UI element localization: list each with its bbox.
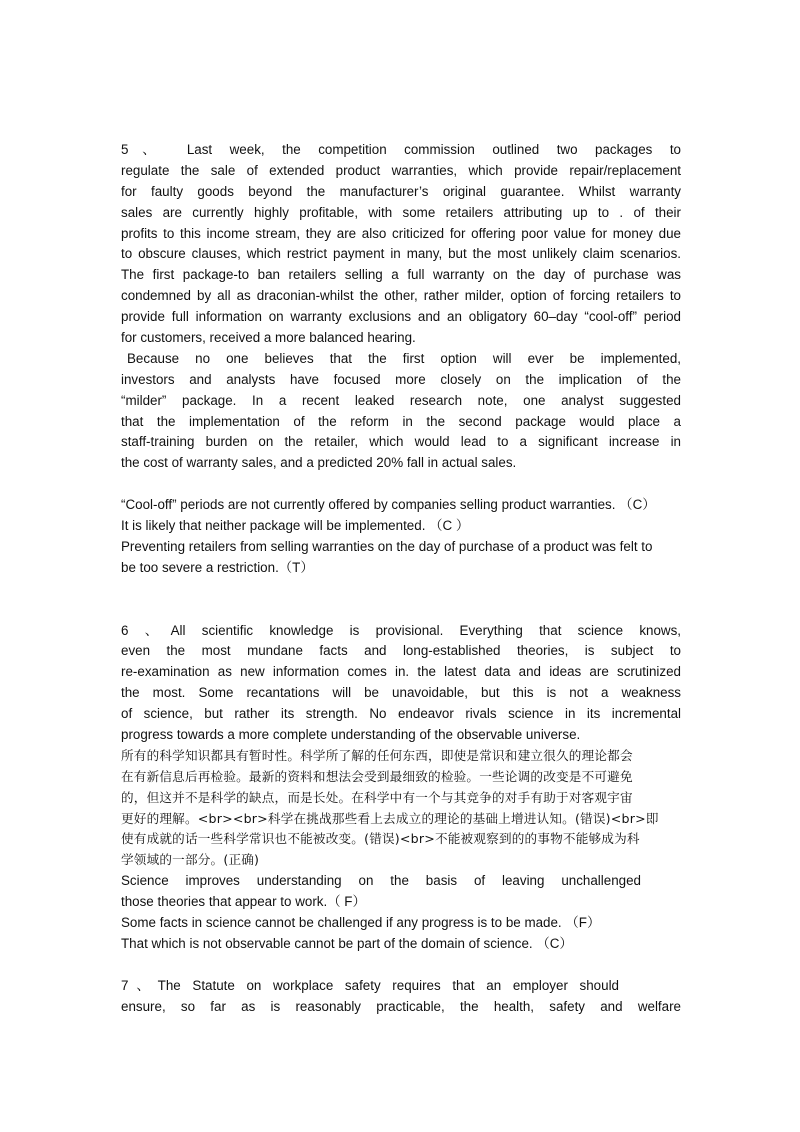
- answer-statement: those theories that appear to work.（ F）: [121, 894, 366, 910]
- question-6-passage: [121, 621, 681, 746]
- passage-line: for faulty goods beyond the manufacturer’s original guarantee. Whilst warranty: [121, 183, 681, 199]
- spacer: [121, 579, 681, 621]
- answer-statement: “Cool-off” periods are not currently offered by companies selling product warranties. （C）: [121, 497, 656, 513]
- passage-line: of science, but rather its strength. No endeavor rivals science in its incremental: [121, 706, 681, 722]
- answer-statement: Science improves understanding on the basis of leaving unchallenged: [121, 873, 641, 889]
- answer-statement: It is likely that neither package will be implemented. （C ）: [121, 518, 470, 534]
- passage-line: “milder” package. In a recent leaked research note, one analyst suggested: [121, 392, 681, 408]
- passage-line: to obscure clauses, which restrict payment in many, but the most unlikely claim scenarios.: [121, 246, 681, 262]
- answer-statement: be too severe a restriction.（T）: [121, 559, 314, 575]
- passage-line: condemned by all as draconian-whilst the other, rather milder, option of forcing retailers to: [121, 288, 681, 304]
- answer-statement: Some facts in science cannot be challenged if any progress is to be made. （F）: [121, 914, 601, 930]
- passage-line: progress towards a more complete understanding of the observable universe.: [121, 726, 581, 742]
- passage-line: The first package-to ban retailers selling a full warranty on the day of purchase was: [121, 267, 681, 283]
- question-5-answers: [121, 495, 681, 579]
- passage-line: even the most mundane facts and long-established theories, is subject to: [121, 643, 681, 659]
- question-6-answers: [121, 871, 681, 955]
- spacer: [121, 474, 681, 495]
- document-body: [121, 140, 681, 1017]
- passage-line: profits to this income stream, they are also criticized for offering poor value for money due: [121, 225, 681, 241]
- translation-line: 学领域的一部分。(正确): [121, 852, 260, 868]
- passage-line: regulate the sale of extended product warranties, which provide repair/replacement: [121, 162, 681, 178]
- question-7-passage: [121, 976, 681, 1018]
- passage-line: Because no one believes that the first option will ever be implemented,: [127, 350, 681, 366]
- answer-statement: Preventing retailers from selling warranties on the day of purchase of a product was felt to: [121, 538, 653, 554]
- passage-line: the cost of warranty sales, and a predicted 20% fall in actual sales.: [121, 455, 517, 471]
- translation-line: 的，但这并不是科学的缺点，而是长处。在科学中有一个与其竞争的对手有助于对客观宇宙: [121, 789, 633, 805]
- translation-line: 更好的理解。<br><br>科学在挑战那些看上去成立的理论的基础上增进认知。(错误)<br>即: [121, 810, 659, 826]
- translation-line: 使有成就的话一些科学常识也不能被改变。(错误)<br>不能被观察到的的事物不能够成为科: [121, 831, 640, 847]
- passage-line: 6 、All scientific knowledge is provisional. Everything that science knows,: [121, 622, 681, 638]
- passage-line: sales are currently highly profitable, with some retailers attributing up to . of their: [121, 204, 681, 220]
- passage-line: that the implementation of the reform in the second package would place a: [121, 413, 681, 429]
- question-5-passage: [121, 140, 681, 474]
- translation-line: 所有的科学知识都具有暂时性。科学所了解的任何东西，即使是常识和建立很久的理论都会: [121, 747, 633, 763]
- passage-line: 7、The Statute on workplace safety requires that an employer should: [121, 977, 619, 993]
- passage-line: provide full information on warranty exclusions and an obligatory 60–day “cool-off” period: [121, 309, 681, 325]
- passage-line: 5、 Last week, the competition commission outlined two packages to: [121, 142, 681, 157]
- translation-line: 在有新信息后再检验。最新的资料和想法会受到最细致的检验。一些论调的改变是不可避免: [121, 768, 633, 784]
- answer-statement: That which is not observable cannot be part of the domain of science. （C）: [121, 935, 573, 951]
- passage-line: investors and analysts have focused more closely on the implication of the: [121, 371, 681, 387]
- passage-line: the most. Some recantations will be unavoidable, but this is not a weakness: [121, 685, 681, 701]
- passage-line: for customers, received a more balanced hearing.: [121, 330, 416, 346]
- question-6-chinese-translation: [121, 746, 681, 871]
- passage-line: staff-training burden on the retailer, which would lead to a significant increase in: [121, 434, 681, 450]
- passage-line: ensure, so far as is reasonably practicable, the health, safety and welfare: [121, 998, 681, 1014]
- spacer: [121, 955, 681, 976]
- passage-line: re-examination as new information comes in. the latest data and ideas are scrutinized: [121, 664, 681, 680]
